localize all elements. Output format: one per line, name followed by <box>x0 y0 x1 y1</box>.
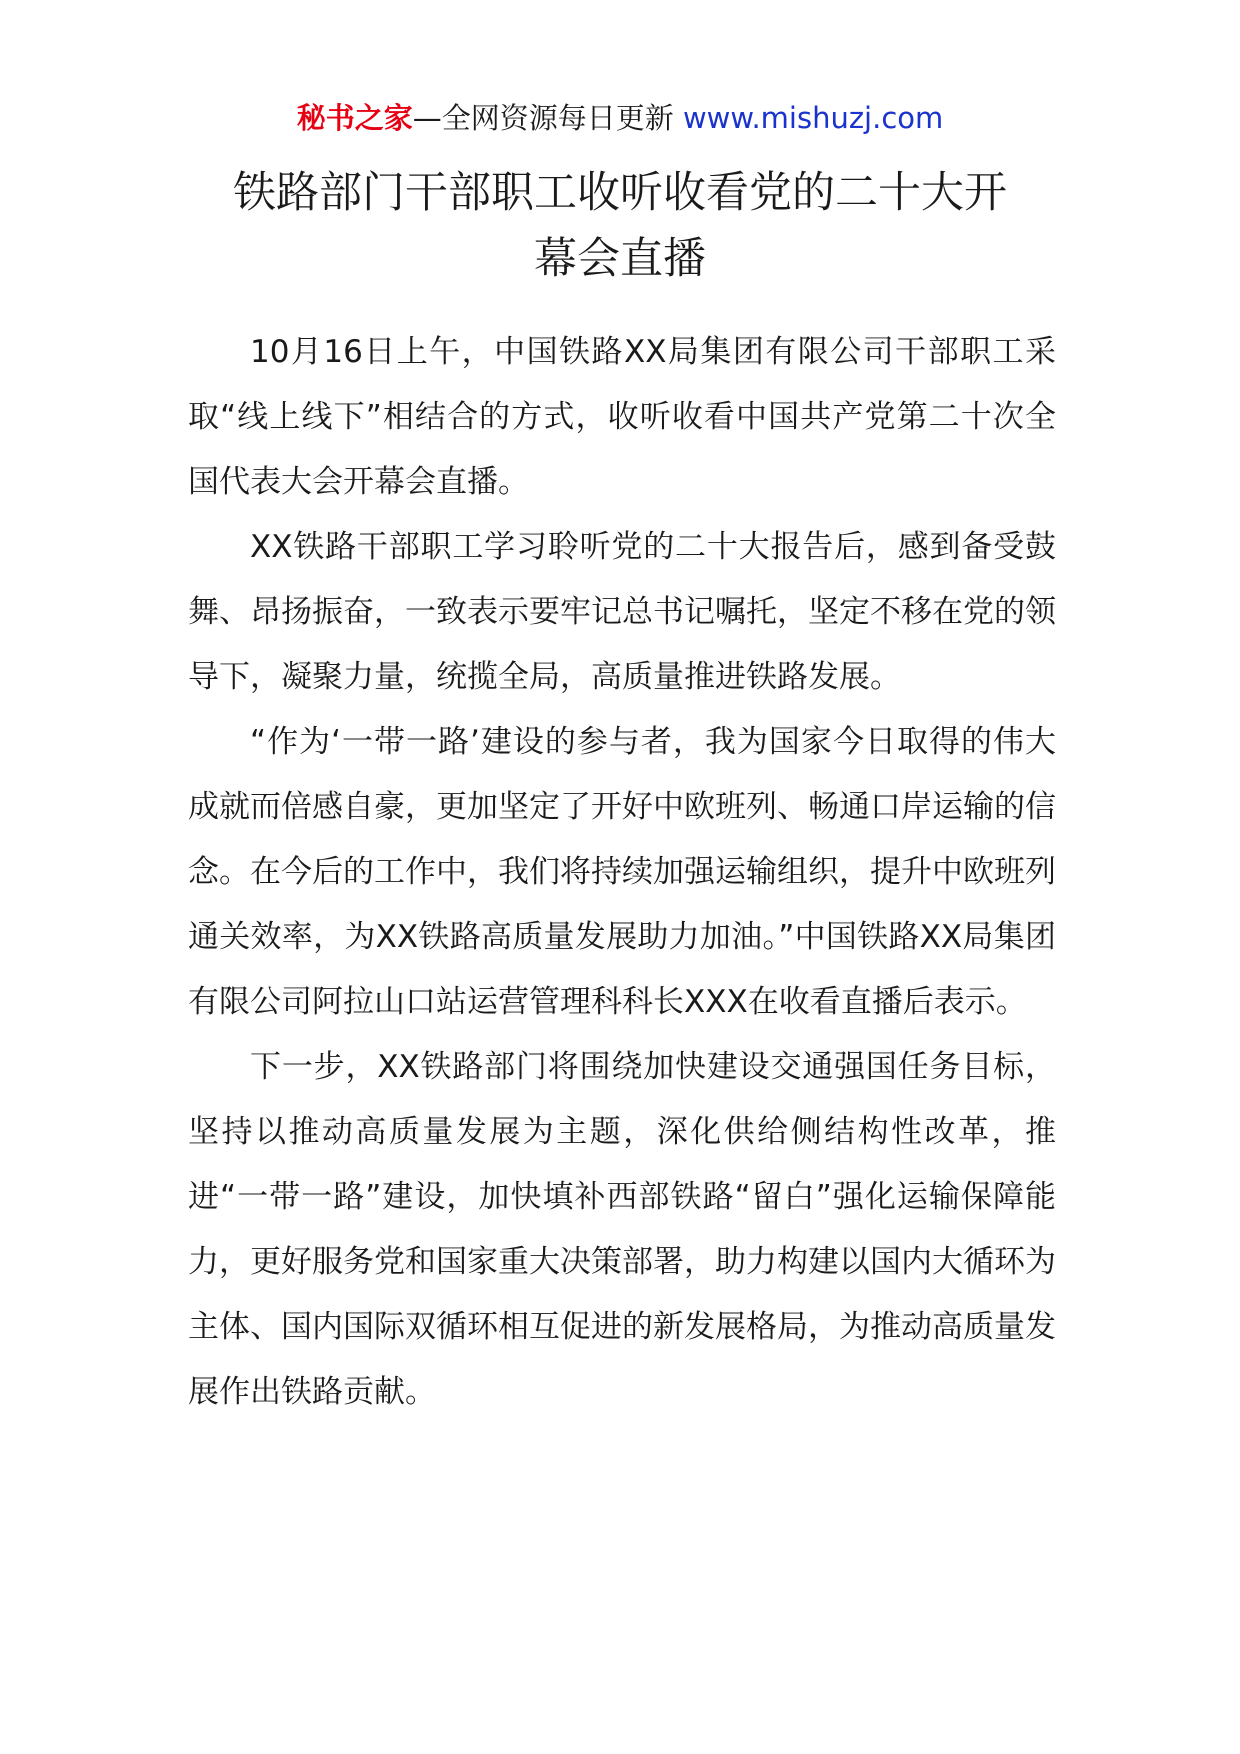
title-line-1: 铁路部门干部职工收听收看党的二十大开 <box>233 168 1007 218</box>
header-tagline: —全网资源每日更新 <box>412 101 683 135</box>
document-title <box>150 160 1090 292</box>
paragraph-4: 下一步，XX铁路部门将围绕加快建设交通强国任务目标，坚持以推动高质量发展为主题，深化供给侧结构性改革，推进“一带一路”建设，加快填补西部铁路“留白”强化运输保障能力，更好服务党和国家重大决策部署，助力构建以国内大循环为主体、国内国际双循环相互促进的新发展格局，为推动高质量发展作出铁路贡献。 <box>188 1049 1056 1410</box>
paragraph-1: 10月16日上午，中国铁路XX局集团有限公司干部职工采取“线上线下”相结合的方式，收听收看中国共产党第二十次全国代表大会开幕会直播。 <box>188 334 1056 500</box>
brand-name: 秘书之家 <box>296 101 413 135</box>
document-body <box>188 320 1056 1425</box>
paragraph-2: XX铁路干部职工学习聆听党的二十大报告后，感到备受鼓舞、昂扬振奋，一致表示要牢记总书记嘱托，坚定不移在党的领导下，凝聚力量，统揽全局，高质量推进铁路发展。 <box>188 529 1056 695</box>
title-line-2: 幕会直播 <box>534 234 706 284</box>
site-link[interactable]: www.mishuzj.com <box>682 101 944 135</box>
paragraph-3: “作为‘一带一路’建设的参与者，我为国家今日取得的伟大成就而倍感自豪，更加坚定了开好中欧班列、畅通口岸运输的信念。在今后的工作中，我们将持续加强运输组织，提升中欧班列通关效率，为XX铁路高质量发展助力加油。”中国铁路XX局集团有限公司阿拉山口站运营管理科科长XXX在收看直播后表示。 <box>188 724 1056 1020</box>
watermark-header <box>0 98 1240 138</box>
